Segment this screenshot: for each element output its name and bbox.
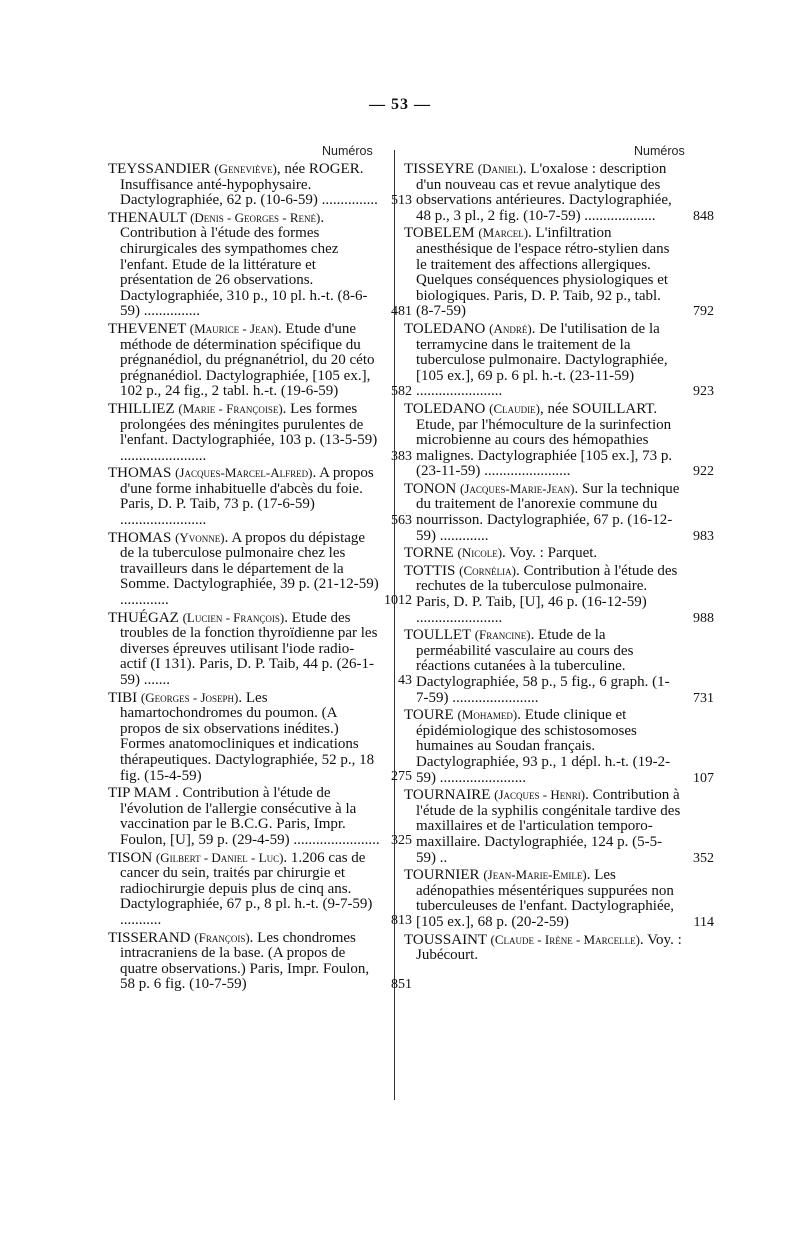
bibliography-entry	[108, 209, 412, 320]
bibliography-entry	[404, 545, 692, 562]
bibliography-entry	[108, 529, 412, 609]
author-surname: THUÉGAZ	[108, 609, 179, 626]
author-given-names: (Claude - Irène - Marcelle)	[490, 931, 640, 947]
entry-number: 275	[391, 768, 412, 784]
author-surname: TOURNAIRE	[404, 787, 491, 804]
bibliography-entry	[404, 707, 714, 786]
entry-description: . Etude de la perméabilité vasculaire au cours des réactions cutanées à la tuberculine. Dactylographiée, 58 p., 5 fig., 6 graph. (1-7-59) .......................	[416, 627, 670, 706]
bibliography-entry	[108, 609, 412, 689]
bibliography-entry	[404, 787, 714, 866]
entry-number: 922	[693, 464, 714, 480]
author-surname: TORNE	[404, 545, 454, 562]
entry-description: , née ROGER. Insuffisance anté-hypophysaire. Dactylographiée, 62 p. (10-6-59) ...............	[120, 161, 378, 209]
entry-number: 513	[391, 193, 412, 209]
entry-number: 352	[693, 850, 714, 866]
author-given-names: (Jacques-Marcel-Alfred)	[175, 465, 313, 481]
entry-description: . Contribution à l'étude de l'évolution de l'allergie consécutive à la vaccination par le B.C.G. Paris, Impr. Foulon, [U], 59 p. (29-4-59) .......................	[120, 785, 380, 848]
bibliography-entry	[108, 320, 412, 400]
author-surname: TISSERAND	[108, 929, 191, 946]
left-column	[108, 161, 412, 994]
entry-description: . De l'utilisation de la terramycine dans le traitement de la tuberculose pulmonaire. Dactylographiée, [105 ex.], 69 p. 6 pl. h.-t. (23-11-59) .......................	[416, 320, 668, 400]
author-given-names: (Yvonne)	[175, 529, 225, 545]
right-column	[404, 161, 714, 965]
author-given-names: (Jacques-Marie-Jean)	[459, 480, 575, 496]
entry-description: . Etude des troubles de la fonction thyroïdienne par les diverses épreuves utilisant l'iode radio-actif (I 131). Paris, D. P. Taib, 44 p. (26-1-59) .......	[120, 609, 378, 688]
bibliography-entry	[108, 161, 412, 209]
author-surname: TOULLET	[404, 627, 471, 644]
right-column-heading: Numéros	[634, 144, 685, 158]
entry-description: . Voy. : Jubécourt.	[416, 931, 682, 964]
author-surname: THOMAS	[108, 529, 172, 546]
author-surname: TOURE	[404, 707, 454, 724]
author-given-names: (Daniel)	[477, 161, 523, 176]
author-surname: TOTTIS	[404, 562, 456, 579]
entry-number: 107	[693, 770, 714, 786]
entry-number: 383	[391, 448, 412, 464]
bibliography-entry	[108, 689, 412, 785]
author-surname: TOURNIER	[404, 867, 480, 884]
author-surname: TONON	[404, 480, 457, 497]
left-column-heading: Numéros	[322, 144, 373, 158]
bibliography-entry	[404, 562, 714, 626]
entry-description: . Les hamartochondromes du poumon. (A propos de six observations inédites.) Formes anatomocliniques et indications thérapeutiques. Dactylographiée, 52 p., 18 fig. (15-4-59)	[120, 689, 375, 784]
entry-description: . Les formes prolongées des méningites purulentes de l'enfant. Dactylographiée, 103 p. (13-5-59) .......................	[120, 400, 378, 464]
author-given-names: (Mohamed)	[457, 707, 518, 723]
author-surname: TOLEDANO	[404, 320, 486, 337]
bibliography-entry	[404, 225, 714, 320]
bibliography-entry	[404, 320, 714, 400]
bibliography-entry	[108, 929, 412, 993]
entry-description: . Etude d'une méthode de détermination spécifique du prégnanédiol, du prégnanétriol, du 20 céto prégnanédiol. Dactylographiée, [105 ex.], 102 p., 24 fig., 2 tabl. h.-t. (19-6-59)	[120, 320, 375, 400]
author-given-names: (André)	[489, 320, 532, 336]
entry-description: . Etude clinique et épidémiologique des schistosomoses humaines au Soudan français. Dactylographiée, 93 p., 1 dépl. h.-t. (19-2-59) .......................	[416, 707, 671, 786]
author-given-names: (Cornélia)	[459, 562, 516, 578]
author-surname: THILLIEZ	[108, 400, 175, 417]
author-surname: TOLEDANO	[404, 400, 486, 417]
author-surname: TOBELEM	[404, 225, 475, 242]
author-given-names: (Georges - Joseph)	[140, 689, 239, 705]
entry-number: 43	[398, 673, 412, 688]
bibliography-entry	[404, 480, 714, 544]
bibliography-entry	[404, 867, 714, 930]
entry-description: . L'oxalose : description d'un nouveau cas et revue analytique des observations antérieures. Dactylographiée, 48 p., 3 pl., 2 fig. (10-7-59) ...................	[416, 161, 672, 224]
bibliography-entry	[404, 161, 714, 224]
column-divider	[394, 150, 395, 1100]
author-surname: TIBI	[108, 689, 138, 706]
author-given-names: (Claudie)	[489, 400, 540, 416]
author-surname: THEVENET	[108, 320, 187, 337]
author-given-names: (Lucien - François)	[182, 609, 285, 625]
author-surname: TIP MAM	[108, 785, 172, 802]
entry-description: . Les adénopathies mésentériques suppurées non tuberculeuses de l'enfant. Dactylographiée, [105 ex.], 68 p. (20-2-59)	[416, 867, 675, 930]
bibliography-entry	[404, 400, 714, 480]
bibliography-entry	[404, 627, 714, 706]
entry-number: 792	[693, 304, 714, 320]
bibliography-entry	[108, 785, 412, 848]
author-surname: THENAULT	[108, 209, 187, 226]
entry-description: . Contribution à l'étude des formes chirurgicales des sympathomes chez l'enfant. Etude de la littérature et présentation de 26 observations. Dactylographiée, 310 p., 10 pl. h.-t. (8-6-59) ...............	[120, 209, 368, 320]
bibliography-entry	[108, 465, 412, 529]
entry-number: 851	[391, 977, 412, 993]
author-given-names: (Marie - Françoise)	[178, 400, 283, 416]
entry-number: 923	[693, 384, 714, 400]
entry-number: 813	[391, 912, 412, 928]
entry-description: . Voy. : Parquet.	[502, 545, 598, 562]
entry-number: 582	[391, 384, 412, 400]
entry-description: . Contribution à l'étude de la syphilis congénitale tardive des maxillaires et de l'articulation temporo-maxillaire. Dactylographiée, 124 p. (5-5-59) ..	[416, 787, 681, 866]
bibliography-entry	[108, 400, 412, 464]
entry-number: 325	[391, 832, 412, 848]
author-given-names: (François)	[194, 929, 250, 945]
entry-number: 731	[693, 690, 714, 706]
entry-number: 983	[693, 528, 714, 544]
author-given-names: (Marcel)	[478, 225, 529, 241]
entry-description: . Les chondromes intracraniens de la base. (A propos de quatre observations.) Paris, Impr. Foulon, 58 p. 6 fig. (10-7-59)	[120, 929, 370, 993]
entry-description: . Sur la technique du traitement de l'anorexie commune du nourrisson. Dactylographiée, 67 p. (16-12-59) .............	[416, 480, 680, 544]
entry-number: 848	[693, 208, 714, 224]
entry-number: 563	[391, 513, 412, 529]
entry-description: . A propos d'une forme inhabituelle d'abcès du foie. Paris, D. P. Taib, 73 p. (17-6-59) .......................	[120, 465, 374, 529]
author-surname: TEYSSANDIER	[108, 161, 211, 177]
author-given-names: (Nicole)	[457, 545, 503, 561]
author-given-names: (Denis - Georges - René)	[190, 209, 321, 225]
entry-description: . L'infiltration anesthésique de l'espace rétro-stylien dans le traitement des affections allergiques. Quelques conséquences physiologiques et biologiques. Paris, D. P. Taib, 92 p., tabl. (8-7-59)	[416, 225, 670, 320]
bibliography-entry	[108, 849, 412, 929]
page-number: — 53 —	[369, 96, 431, 113]
author-given-names: (Gilbert - Daniel - Luc)	[155, 849, 284, 865]
author-surname: THOMAS	[108, 465, 172, 482]
entry-number: 988	[693, 610, 714, 626]
author-given-names: (Maurice - Jean)	[189, 320, 278, 336]
entry-description: . 1.206 cas de cancer du sein, traités par chirurgie et radiochirurgie depuis plus de cinq ans. Dactylographiée, 67 p., 8 pl. h.-t. (9-7-59) ...........	[120, 849, 373, 928]
entry-number: 114	[693, 914, 714, 930]
author-given-names: (Jean-Marie-Emile)	[483, 867, 587, 883]
author-given-names: (Francine)	[474, 627, 531, 643]
entry-description: , née SOUILLART. Etude, par l'hémoculture de la surinfection microbienne au cours des hémopathies malignes. Dactylographiée [105 ex.], 73 p. (23-11-59) .......................	[416, 400, 673, 480]
entry-number: 1012	[384, 593, 412, 609]
author-given-names: (Jacques - Henri)	[494, 787, 586, 803]
bibliography-entry	[404, 932, 692, 964]
author-surname: TISON	[108, 849, 153, 866]
entry-number: 481	[391, 304, 412, 320]
entry-description: . A propos du dépistage de la tuberculose pulmonaire chez les travailleurs dans le département de la Somme. Dactylographiée, 39 p. (21-12-59) .............	[120, 529, 379, 609]
author-surname: TISSEYRE	[404, 161, 475, 177]
author-surname: TOUSSAINT	[404, 931, 487, 948]
entry-description: . Contribution à l'étude des rechutes de la tuberculose pulmonaire. Paris, D. P. Taib, [U], 46 p. (16-12-59) .......................	[416, 562, 678, 626]
author-given-names: (Geneviève)	[214, 161, 277, 176]
